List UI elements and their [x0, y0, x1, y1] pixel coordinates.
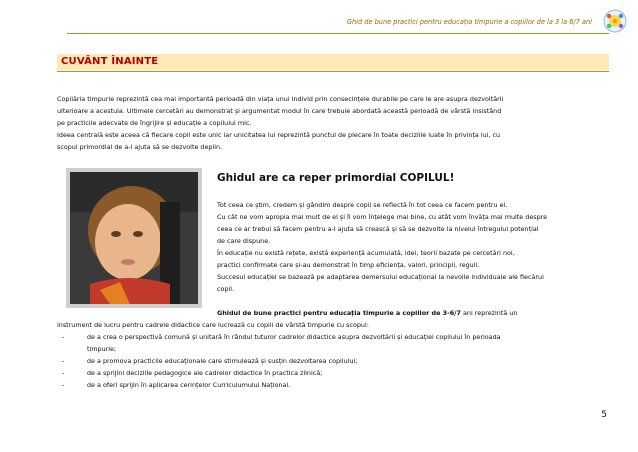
bullet-2: - de a promova practicile educaționale care stimulează și susțin dezvoltarea copilului; — [62, 357, 358, 365]
running-header: Ghid de bune practici pentru educația timpurie a copiilor de la 3 la 6/7 ani — [346, 18, 592, 26]
section-title: CUVÂNT ÎNAINTE — [61, 56, 159, 67]
child-photo-frame — [66, 168, 202, 308]
feature-line-5: În educație nu există rețete, există experiență acumulată, idei, teorii bazate pe cercetări noi, — [217, 249, 515, 257]
intro-line-5: scopul primordial de a-l ajuta să se dezvolte deplin. — [57, 143, 223, 151]
logo-icon — [603, 9, 627, 33]
intro-line-4: Ideea centrală este aceea că fiecare copil este unic iar unicitatea lui reprezintă punctul de plecare în toate deciziile luate în privința lui, cu — [57, 131, 501, 139]
bullet-dash: - — [62, 333, 65, 341]
bullet-dash: - — [62, 369, 65, 377]
intro-line-2: ulterioare a acestuia. Ultimele cercetări au demonstrat și argumentat modul în care trebuie abordată această perioadă de vârstă insistând — [57, 107, 502, 115]
bullet-dash: - — [62, 381, 65, 389]
intro-line-3: pe practicile adecvate de îngrijire și educație a copilului mic. — [57, 119, 252, 127]
bullet-1: - de a crea o perspectivă comună și unitară în rândul tuturor cadrelor didactice asupra dezvoltării și educației copilului în perioada — [62, 333, 501, 341]
guide-line-2: instrument de lucru pentru cadrele didactice care lucrează cu copiii de vârstă timpurie cu scopul: — [57, 321, 369, 329]
feature-line-8: copil. — [217, 285, 235, 293]
feature-line-7: Succesul educației se bazează pe adaptarea demersului educațional la nevoile individuale ale fiecărui — [217, 273, 544, 281]
page-number: 5 — [601, 410, 607, 420]
intro-line-1: Copilăria timpurie reprezintă cea mai importantă perioadă din viața unui individ prin consecințele durabile pe care le are asupra dezvoltării — [57, 95, 504, 103]
bullet-dash: - — [62, 357, 65, 365]
feature-line-1: Tot ceea ce știm, credem și gândim despre copil se reflectă în tot ceea ce facem pentru el. — [217, 201, 508, 209]
header-divider — [67, 33, 609, 34]
guide-intro-rest: ani reprezintă un — [460, 309, 518, 317]
bullet-1-continued: timpurie; — [87, 345, 117, 353]
child-photo — [70, 172, 198, 304]
bullet-3: - de a sprijini deciziile pedagogice ale cadrelor didactice în practica zilnică; — [62, 369, 323, 377]
feature-line-6: practici confirmate care și-au demonstrat în timp eficiența, valori, principii, reguli. — [217, 261, 480, 269]
bullet-4: - de a oferi sprijin în aplicarea cerințelor Curriculumului Național. — [62, 381, 291, 389]
feature-line-3: ceea ce ar trebui să facem pentru a-l ajuta să crească și să se dezvolte la nivelul întregului potențial — [217, 225, 539, 233]
feature-line-2: Cu cât ne vom apropia mai mult de el și îl vom înțelege mai bine, cu atât vom învăța mai multe despre — [217, 213, 548, 221]
feature-line-4: de care dispune. — [217, 237, 271, 245]
section-title-underline — [57, 71, 609, 72]
guide-intro-line — [217, 307, 609, 319]
guide-title: Ghidul de bune practici pentru educația timpurie a copiilor de 3-6/7 — [217, 309, 461, 317]
feature-subtitle: Ghidul are ca reper primordial COPILUL! — [217, 172, 455, 184]
